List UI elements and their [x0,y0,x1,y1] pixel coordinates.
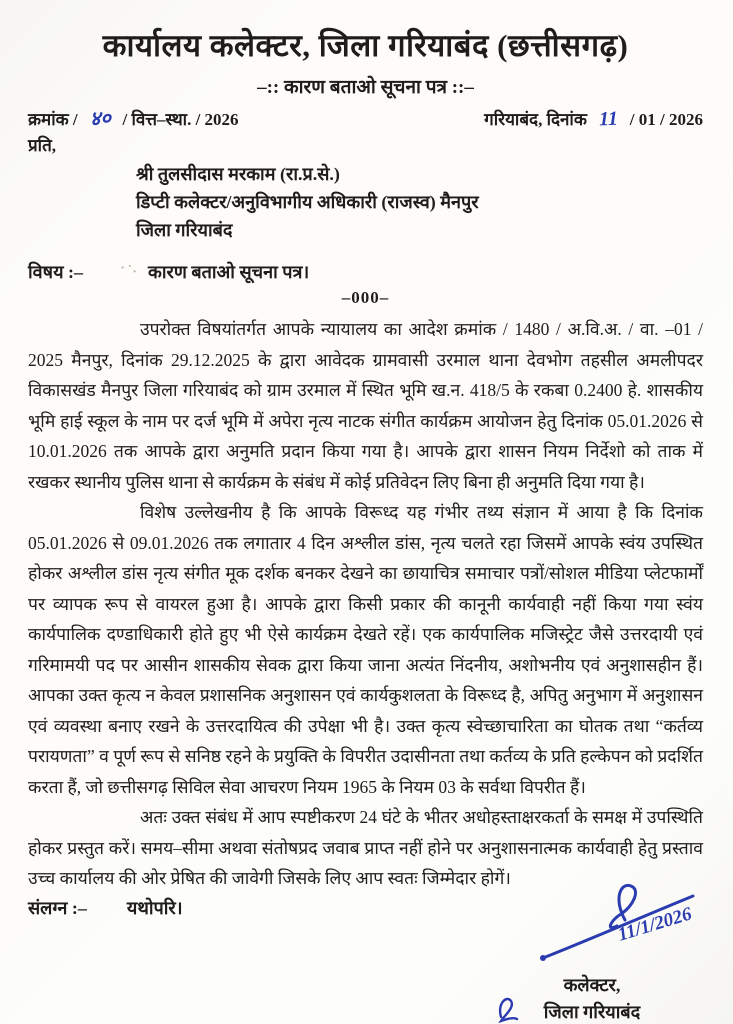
ref-number-suffix: / वित्त–स्था. / 2026 [122,110,239,129]
date-suffix: / 01 / 2026 [629,110,703,129]
place-date-prefix: गरियाबंद, दिनांक [484,110,587,129]
addressee-name: श्री तुलसीदास मरकाम (रा.प्र.से.) [136,164,340,184]
body-paragraph: उपरोक्त विषयांतर्गत आपके न्यायालय का आदेश क्रमांक / 1480 / अ.वि.अ. / वा. –01 / 2025 मैनपुर, दिनांक 29.12.2025 के द्वारा आवेदक ग्रामवासी उरमाल थाना देवभोग तहसील अमलीपदर विकासखंड मैनपुर जिला गरियाबंद को ग्राम उरमाल में स्थित भूमि ख.न. 418/5 के रकबा 0.2400 हे. शासकीय भूमि हाई स्कूल के नाम पर दर्ज भूमि में अपेरा नृत्य नाटक संगीत कार्यक्रम आयोजन हेतु दिनांक 05.01.2026 से 10.01.2026 तक आपके द्वारा अनुमति प्रदान किया गया है। आपके द्वारा शासन नियम निर्देशो को ताक में रखकर स्थानीय पुलिस थाना से कार्यक्रम के संबंध में कोई प्रतिवेदन लिए बिना ही अनुमति दिया गया है। [28,319,703,492]
letterhead-title: कार्यालय कलेक्टर, जिला गरियाबंद (छत्तीसगढ़) [102,28,629,63]
to-label: प्रति, [28,136,57,155]
reference-number-line [28,104,239,131]
enclosure-label: संलग्न :– [28,897,87,918]
subject-text: कारण बताओ सूचना पत्र। [148,262,310,282]
body-paragraph: अतः उक्त संबंध में आप स्पष्टीकरण 24 घंटे के भीतर अधोहस्ताक्षरकर्ता के समक्ष में उपस्थिति होकर प्रस्तुत करें। समय–सीमा अथवा संतोषप्रद जवाब प्राप्त नहीं होने पर अनुशासनात्मक कार्यवाही हेतु प्रस्ताव उच्च कार्यालय की ओर प्रेषित की जावेगी जिसके लिए आप स्वतः जिम्मेदार होगें। [28,807,703,888]
signer-office-line [477,999,707,1024]
reference-row [28,104,703,131]
signer-office: जिला गरियाबंद [543,1002,641,1022]
date-handwritten: 11 [598,107,619,131]
body-paragraph: विशेष उल्लेखनीय है कि आपके विरूध्द यह गंभीर तथ्य संज्ञान में आया है कि दिनांक 05.01.2026 से 09.01.2026 तक लगातार 4 दिन अश्लील डांस, नृत्य चलते रहा जिसमें आपके स्वंय उपस्थित होकर अश्लील डांस नृत्य संगीत मूक दर्शक बनकर देखने का छायाचित्र समाचार पत्रों/सोशल मीडिया प्लेटफार्मों पर व्यापक रूप से वायरल हुआ है। आपके द्वारा किसी प्रकार की कानूनी कार्यवाही नहीं किया गया स्वंय कार्यपालिक दण्डाधिकारी होते हुए भी ऐसे कार्यक्रम देखते रहें। एक कार्यपालिक मजिस्ट्रेट जैसे उत्तरदायी एवं गरिमामयी पद पर आसीन शासकीय सेवक द्वारा किया जाना अत्यंत निंदनीय, अशोभनीय एवं अनुशासहीन हैं। आपका उक्त कृत्य न केवल प्रशासनिक अनुशासन एवं कार्यकुशलता के विरूध्द है, अपितु अनुभाग में अनुशासन एवं व्यवस्था बनाए रखने के उत्तरदायित्व की उपेक्षा भी है। उक्त कृत्य स्वेच्छाचारिता का घोतक तथा “कर्तव्य परायणता” व पूर्ण रूप से सनिष्ठ रहने के प्रयुक्ति के विपरीत उदासीनता तथा कर्तव्य के प्रति हल्केपन को प्रदर्शित करता हैं, जो छत्तीसगढ़ सिविल सेवा आचरण नियम 1965 के नियम 03 के सर्वथा विपरीत हैं। [28,502,703,797]
signature-block [477,880,707,1024]
ref-number-prefix: क्रमांक / [28,110,78,129]
addressee-block [136,160,703,244]
notice-type-heading: –:: कारण बताओ सूचना पत्र ::– [257,77,474,98]
addressee-designation: डिप्टी कलेक्टर/अनुविभागीय अधिकारी (राजस्व) मैनपुर [136,192,479,212]
addressee-district: जिला गरियाबंद [136,220,233,240]
signature-art [477,880,707,972]
section-divider: –000– [341,288,390,307]
subject-label: विषय :– [28,262,84,282]
letter-body [28,314,703,894]
ref-number-handwritten: ४० [89,107,111,131]
signer-designation: कलेक्टर, [563,975,621,995]
signature-date: 11/1/2026 [615,903,695,946]
subject-line [28,260,703,284]
pencil-mark: ·˙· [118,259,142,280]
enclosure-text: यथोपरि। [126,897,183,918]
place-date-line [484,107,703,131]
initial-scribble-icon [495,993,521,1023]
